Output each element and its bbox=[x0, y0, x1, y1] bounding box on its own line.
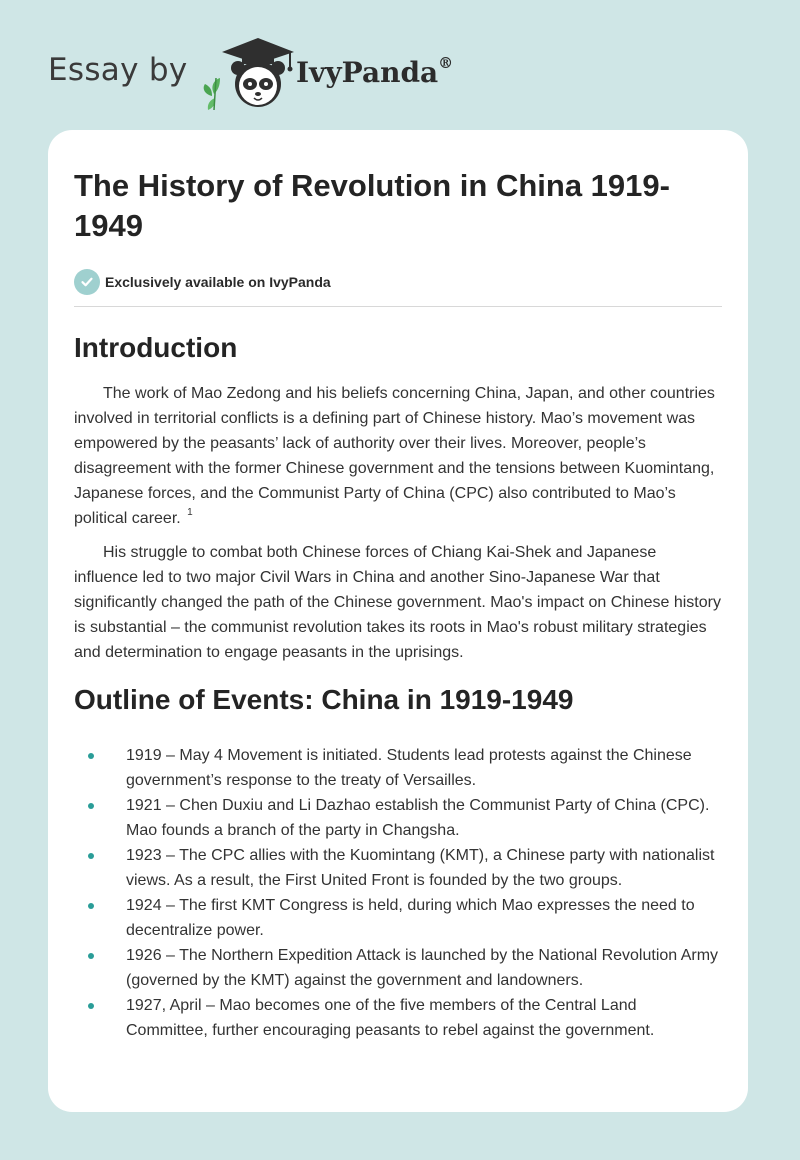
bullet-dot-icon bbox=[88, 803, 94, 809]
list-item: 1923 – The CPC allies with the Kuomintang (KMT), a Chinese party with nationalist views. As a result, the First United Front is founded by the two groups. bbox=[74, 843, 722, 893]
bullet-dot-icon bbox=[88, 953, 94, 959]
exclusive-label: Exclusively available on IvyPanda bbox=[105, 274, 331, 290]
article-card bbox=[48, 130, 748, 1112]
events-list bbox=[74, 743, 722, 1043]
panda-graduation-cap-icon bbox=[202, 34, 302, 110]
ivy-leaf-icon bbox=[204, 78, 220, 110]
brand-name: IvyPanda® bbox=[296, 53, 454, 89]
footnote-link[interactable]: 1 bbox=[187, 506, 193, 518]
bullet-dot-icon bbox=[88, 1003, 94, 1009]
brand-prefix: Essay by bbox=[48, 52, 188, 88]
intro-paragraph-2: His struggle to combat both Chinese forces of Chiang Kai-Shek and Japanese influence led to two major Civil Wars in China and another Sino-Japanese War that significantly changed the path of the Chinese government. Mao's impact on Chinese history is substantial – the communist revolution takes its roots in Mao's robust military strategies and determination to engage peasants in the uprisings. bbox=[74, 544, 721, 661]
exclusive-badge bbox=[74, 268, 722, 296]
list-item: 1921 – Chen Duxiu and Li Dazhao establish the Communist Party of China (CPC). Mao founds a branch of the party in Changsha. bbox=[74, 793, 722, 843]
list-item: 1927, April – Mao becomes one of the five members of the Central Land Committee, further encouraging peasants to rebel against the government. bbox=[74, 993, 722, 1043]
list-item: 1924 – The first KMT Congress is held, during which Mao expresses the need to decentralize power. bbox=[74, 893, 722, 943]
registered-mark: ® bbox=[438, 53, 454, 72]
section-heading-introduction: Introduction bbox=[74, 332, 238, 363]
bullet-dot-icon bbox=[88, 903, 94, 909]
brand-header bbox=[48, 30, 508, 110]
list-item: 1926 – The Northern Expedition Attack is launched by the National Revolution Army (governed by the KMT) against the government and landowners. bbox=[74, 943, 722, 993]
check-icon bbox=[74, 269, 100, 295]
article-content bbox=[74, 166, 722, 1043]
page-title: The History of Revolution in China 1919-1949 bbox=[74, 168, 670, 243]
list-item: 1919 – May 4 Movement is initiated. Students lead protests against the Chinese government’s response to the treaty of Versailles. bbox=[74, 743, 722, 793]
divider bbox=[74, 306, 722, 307]
section-heading-outline: Outline of Events: China in 1919-1949 bbox=[74, 684, 574, 715]
bullet-dot-icon bbox=[88, 853, 94, 859]
bullet-dot-icon bbox=[88, 753, 94, 759]
intro-paragraph-1: The work of Mao Zedong and his beliefs concerning China, Japan, and other countries involved in territorial conflicts is a defining part of Chinese history. Mao’s movement was empowered by the peasants’ lack of authority over their lives. Moreover, people’s disagreement with the former Chinese government and the tensions between Kuomintang, Japanese forces, and the Communist Party of China (CPC) also contributed to Mao’s political career. $^1$ bbox=[74, 385, 715, 527]
